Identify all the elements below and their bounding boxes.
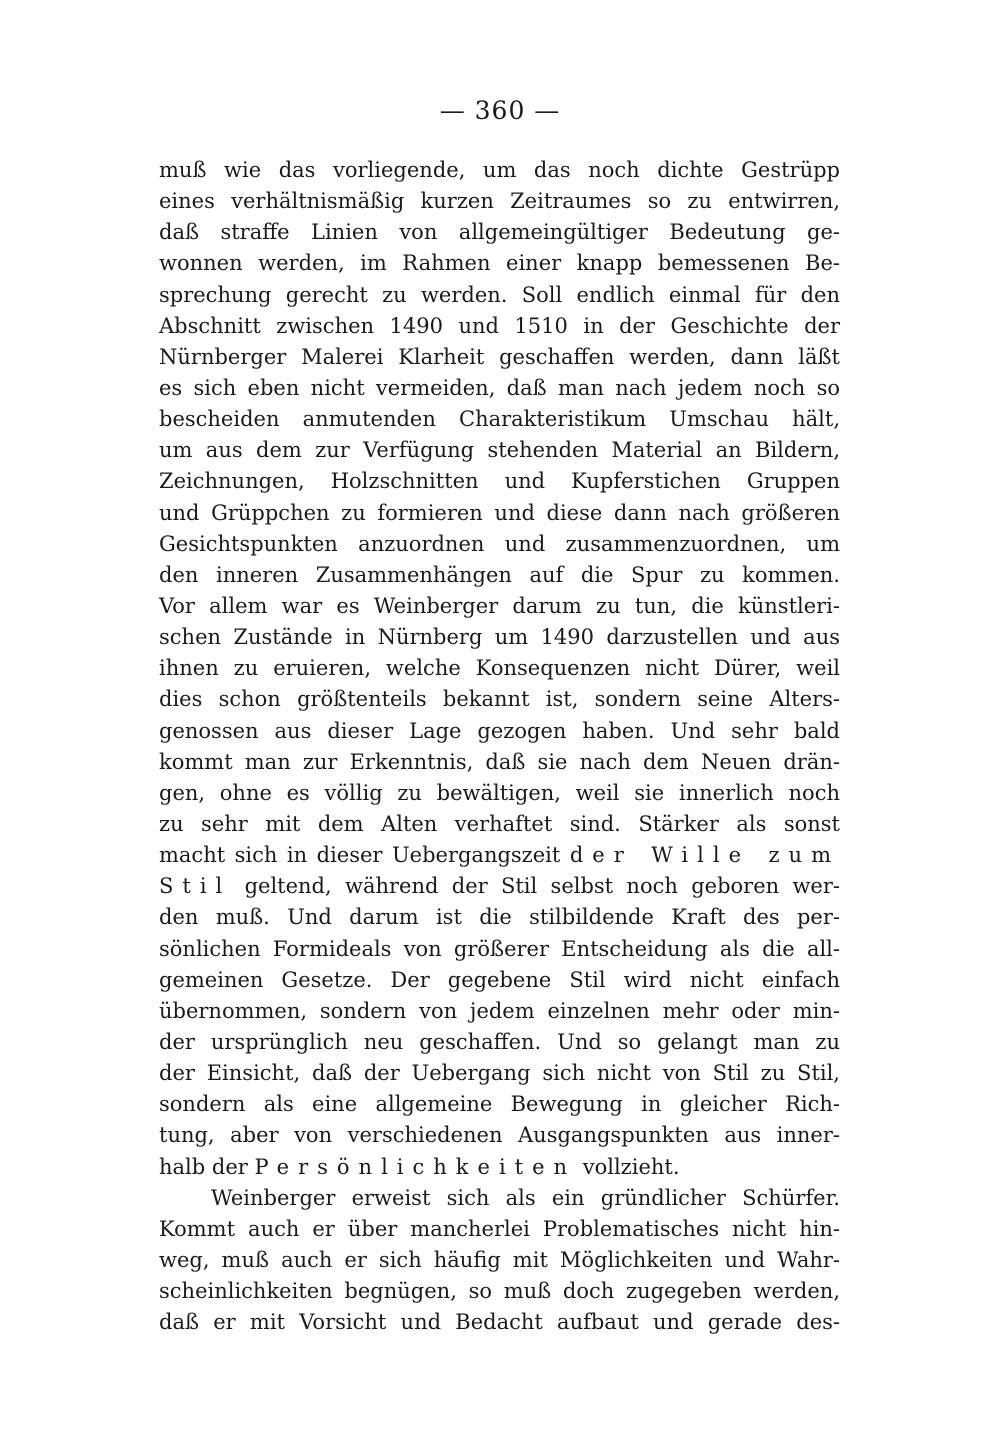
text-line: kommt man zur Erkenntnis, daß sie nach dem Neuen drän- <box>159 749 840 774</box>
text-line: Gesichtspunkten anzuordnen und zusammenzuordnen, um <box>159 531 840 556</box>
text-line: ihnen zu eruieren, welche Konsequenzen nicht Dürer, weil <box>159 656 840 681</box>
paragraph-first-line: Weinberger erweist sich als ein gründlicher Schürfer. <box>211 1185 840 1210</box>
text-segment: macht sich in dieser Uebergangszeit <box>159 843 570 868</box>
text-line: wonnen werden, im Rahmen einer knapp bemessenen Be- <box>159 251 840 276</box>
spaced-emphasis: Stil <box>159 874 232 899</box>
text-line: Abschnitt zwischen 1490 und 1510 in der Geschichte der <box>159 313 840 338</box>
text-line: tung, aber von verschiedenen Ausgangspunkten aus inner- <box>159 1123 840 1148</box>
text-line: weg, muß auch er sich häufig mit Möglichkeiten und Wahr- <box>159 1247 840 1272</box>
text-line: Nürnberger Malerei Klarheit geschaffen werden, dann läßt <box>159 344 840 369</box>
text-line: scheinlichkeiten begnügen, so muß doch zugegeben werden, <box>159 1279 840 1304</box>
text-segment: halb der <box>159 1154 255 1179</box>
text-line: gen, ohne es völlig zu bewältigen, weil sie innerlich noch <box>159 780 840 805</box>
text-line: zu sehr mit dem Alten verhaftet sind. Stärker als sonst <box>159 811 840 836</box>
text-segment: vollzieht. <box>576 1154 680 1179</box>
spaced-emphasis: Persönlichkeiten <box>254 1154 577 1179</box>
text-line: eines verhältnismäßig kurzen Zeitraumes so zu entwirren, <box>159 189 840 214</box>
text-line <box>159 1152 840 1183</box>
text-line <box>159 840 840 871</box>
page-number: — 360 — <box>439 96 561 125</box>
text-line: genossen aus dieser Lage gezogen haben. Und sehr bald <box>159 718 840 743</box>
body-text <box>159 155 840 1338</box>
text-line: dies schon größtenteils bekannt ist, sondern seine Alters- <box>159 687 840 712</box>
text-line: sondern als eine allgemeine Bewegung in gleicher Rich- <box>159 1092 840 1117</box>
text-line <box>159 871 840 902</box>
text-line: schen Zustände in Nürnberg um 1490 darzustellen und aus <box>159 625 840 650</box>
text-line: daß straffe Linien von allgemeingültiger Bedeutung ge- <box>159 220 840 245</box>
text-line: es sich eben nicht vermeiden, daß man nach jedem noch so <box>159 375 840 400</box>
text-line: übernommen, sondern von jedem einzelnen mehr oder min- <box>159 998 840 1023</box>
text-line: um aus dem zur Verfügung stehenden Material an Bildern, <box>159 438 840 463</box>
text-line: daß er mit Vorsicht und Bedacht aufbaut und gerade des- <box>159 1310 840 1335</box>
text-line: Kommt auch er über mancherlei Problematisches nicht hin- <box>159 1216 840 1241</box>
text-line: Vor allem war es Weinberger darum zu tun, die künstleri- <box>159 593 840 618</box>
spaced-emphasis: der Wille zum <box>569 843 840 868</box>
text-line: sönlichen Formideals von größerer Entscheidung als die all- <box>159 936 840 961</box>
text-line: bescheiden anmutenden Charakteristikum Umschau hält, <box>159 407 840 432</box>
text-line: den muß. Und darum ist die stilbildende Kraft des per- <box>159 905 840 930</box>
text-line: den inneren Zusammenhängen auf die Spur zu kommen. <box>159 562 840 587</box>
text-line: Zeichnungen, Holzschnitten und Kupferstichen Gruppen <box>159 469 840 494</box>
text-line: sprechung gerecht zu werden. Soll endlich einmal für den <box>159 282 840 307</box>
text-line: muß wie das vorliegende, um das noch dichte Gestrüpp <box>159 158 840 182</box>
text-line: der Einsicht, daß der Uebergang sich nicht von Stil zu Stil, <box>159 1061 840 1086</box>
text-line: und Grüppchen zu formieren und diese dann nach größeren <box>159 500 840 525</box>
text-line: der ursprünglich neu geschaffen. Und so gelangt man zu <box>159 1029 840 1054</box>
text-segment: geltend, während der Stil selbst noch geboren wer- <box>231 874 840 899</box>
text-line: gemeinen Gesetze. Der gegebene Stil wird nicht einfach <box>159 967 840 992</box>
